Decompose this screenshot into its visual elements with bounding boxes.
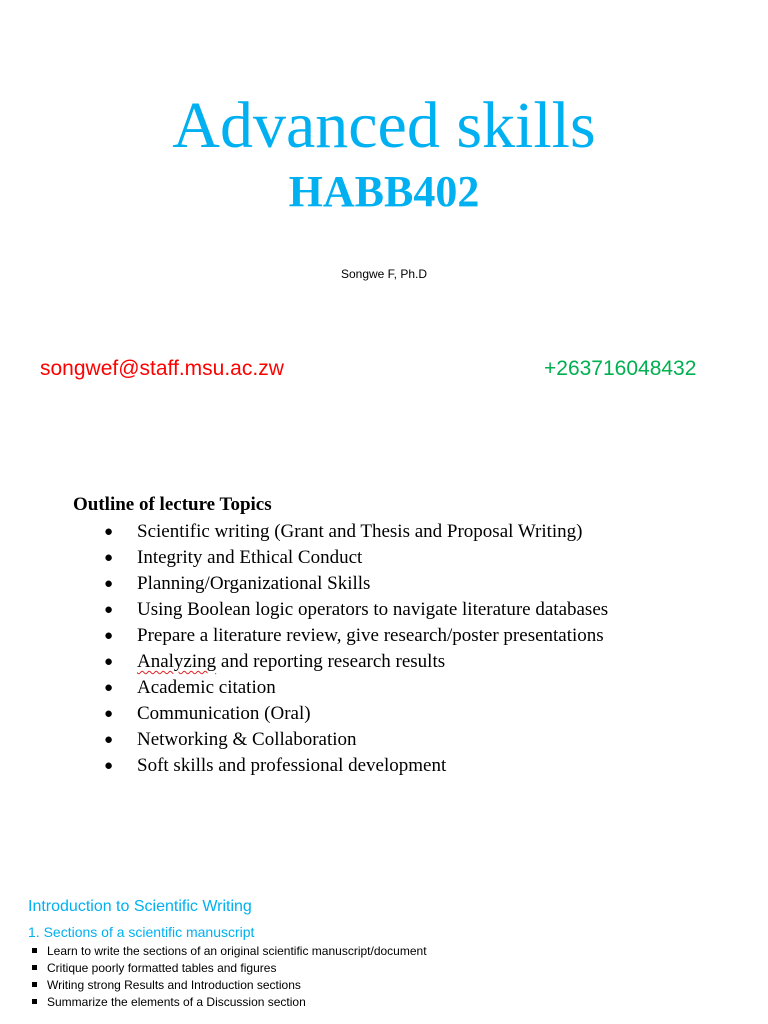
- outline-heading: Outline of lecture Topics: [73, 494, 272, 515]
- list-item: [32, 960, 427, 977]
- list-item-text: Learn to write the sections of an original scientific manuscript/document: [47, 944, 427, 958]
- outline-item: [104, 623, 608, 649]
- outline-item-text: Scientific writing (Grant and Thesis and Proposal Writing): [137, 521, 583, 542]
- section-list: [32, 943, 427, 1011]
- course-code: HABB402: [288, 167, 480, 216]
- bullet-icon: ●: [104, 628, 114, 644]
- bullet-icon: ●: [104, 654, 114, 670]
- outline-item: [104, 727, 608, 753]
- document-title: Advanced skills: [172, 89, 596, 162]
- outline-item-text: Networking & Collaboration: [137, 729, 357, 750]
- outline-item-text: Integrity and Ethical Conduct: [137, 547, 363, 568]
- bullet-icon: ●: [104, 758, 114, 774]
- outline-item: [104, 649, 608, 675]
- bullet-icon: ●: [104, 732, 114, 748]
- outline-item: [104, 753, 608, 779]
- bullet-icon: ●: [104, 680, 114, 696]
- square-bullet-icon: [32, 999, 37, 1004]
- contact-phone[interactable]: +263716048432: [544, 357, 697, 380]
- outline-item-text: Communication (Oral): [137, 703, 311, 724]
- list-item: [32, 943, 427, 960]
- intro-heading: Introduction to Scientific Writing: [28, 898, 252, 915]
- author-name: Songwe F, Ph.D: [340, 267, 428, 281]
- outline-item: [104, 545, 608, 571]
- outline-item-text: and reporting research results: [216, 651, 446, 672]
- outline-item-text: Prepare a literature review, give research/poster presentations: [137, 625, 604, 646]
- outline-list: [104, 519, 608, 779]
- outline-item: [104, 571, 608, 597]
- square-bullet-icon: [32, 948, 37, 953]
- outline-item: [104, 519, 608, 545]
- square-bullet-icon: [32, 965, 37, 970]
- bullet-icon: ●: [104, 550, 114, 566]
- list-item-text: Writing strong Results and Introduction sections: [47, 978, 301, 992]
- list-item: [32, 977, 427, 994]
- bullet-icon: ●: [104, 576, 114, 592]
- spellcheck-flagged-word: Analyzing: [137, 651, 217, 672]
- outline-item-text: Planning/Organizational Skills: [137, 573, 371, 594]
- list-item: [32, 994, 427, 1011]
- square-bullet-icon: [32, 982, 37, 987]
- contact-email[interactable]: songwef@staff.msu.ac.zw: [40, 357, 284, 380]
- bullet-icon: ●: [104, 524, 114, 540]
- section-heading: 1. Sections of a scientific manuscript: [28, 924, 255, 940]
- list-item-text: Critique poorly formatted tables and figures: [47, 961, 277, 975]
- outline-item-text: Soft skills and professional development: [137, 755, 447, 776]
- outline-item: [104, 701, 608, 727]
- outline-item-text: Academic citation: [137, 677, 276, 698]
- bullet-icon: ●: [104, 706, 114, 722]
- list-item-text: Summarize the elements of a Discussion section: [47, 995, 306, 1009]
- outline-item: [104, 597, 608, 623]
- outline-item: [104, 675, 608, 701]
- bullet-icon: ●: [104, 602, 114, 618]
- outline-item-text: Using Boolean logic operators to navigate literature databases: [137, 599, 609, 620]
